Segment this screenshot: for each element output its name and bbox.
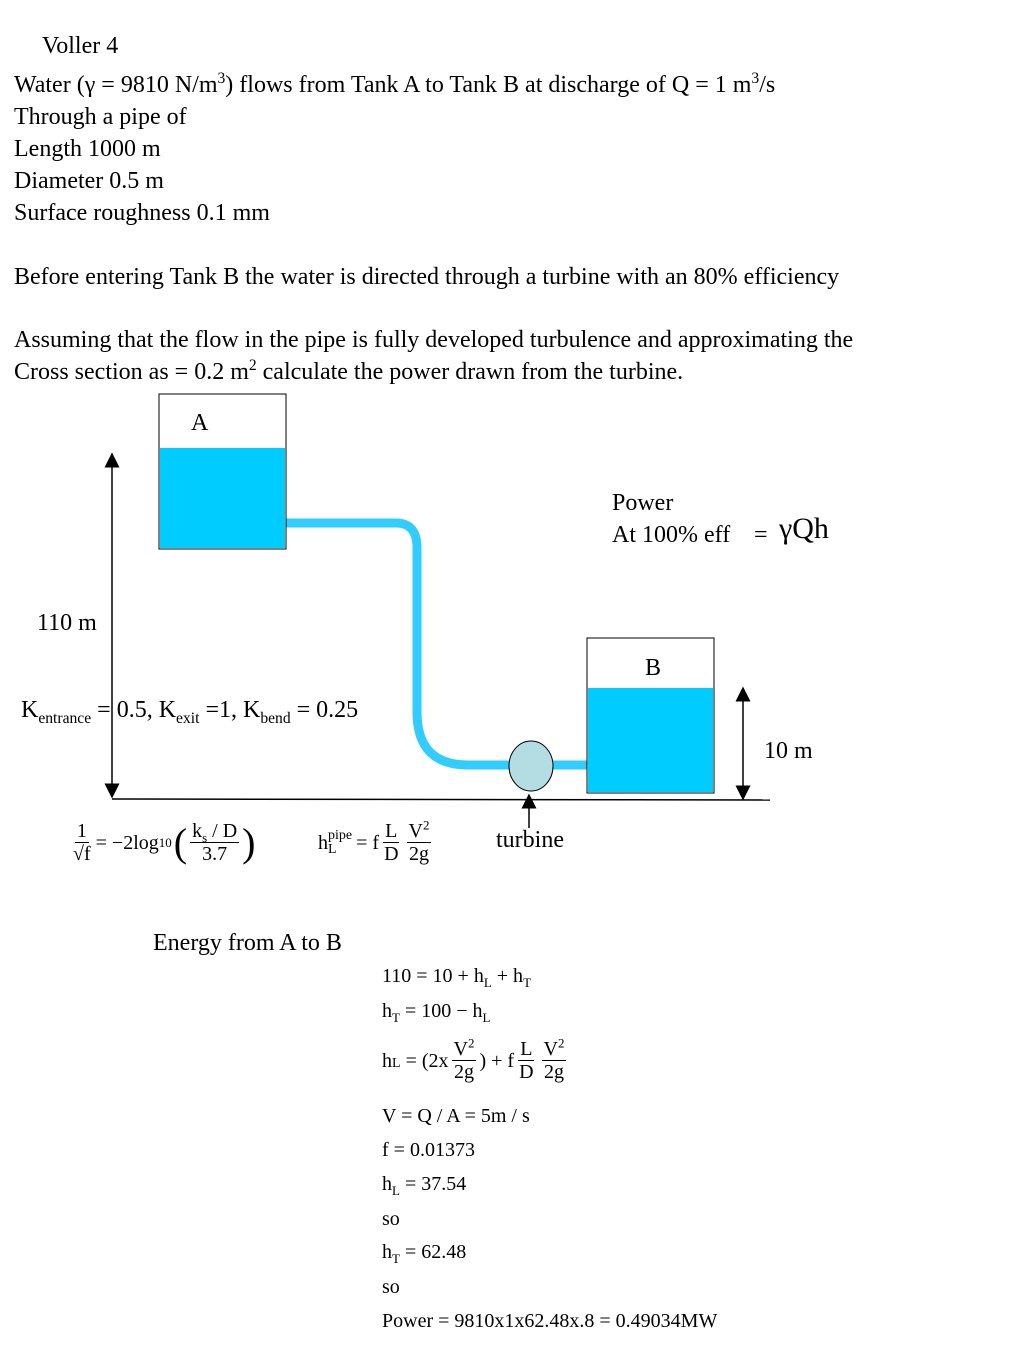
eq3-frac-1-num bbox=[452, 1035, 477, 1061]
power-equals: = bbox=[754, 522, 768, 548]
eq8-sub: T bbox=[392, 1251, 400, 1266]
eq3-frac-3-num bbox=[542, 1035, 567, 1061]
solution-eq-2 bbox=[382, 999, 490, 1023]
problem-line-6: Before entering Tank B the water is directed through a turbine with an 80% efficiency bbox=[14, 264, 840, 290]
eq3-frac-2-den: D bbox=[519, 1061, 534, 1083]
solution-eq-9: so bbox=[382, 1276, 400, 1298]
eq3-frac-1-den: 2g bbox=[453, 1061, 474, 1083]
height-a-label: 110 m bbox=[37, 610, 97, 636]
eq3-frac-3 bbox=[542, 1035, 567, 1083]
solution-eq-10: Power = 9810x1x62.48x.8 = 0.49034MW bbox=[382, 1310, 718, 1332]
hl-v-sup: 2 bbox=[422, 817, 430, 833]
solution-eq-8 bbox=[382, 1240, 466, 1264]
problem-line-1-a: Water (γ = 9810 N/m bbox=[14, 72, 218, 98]
hl-symbol: h bbox=[318, 831, 328, 854]
problem-line-8-b: calculate the power drawn from the turbine. bbox=[256, 359, 684, 385]
eq3-frac-1 bbox=[452, 1035, 477, 1083]
ks-rest: / D bbox=[207, 820, 238, 842]
eq1-sub1: L bbox=[483, 975, 492, 990]
hl-frac-ld bbox=[382, 820, 400, 865]
solution-eq-1 bbox=[382, 964, 531, 988]
eq3-v1: V bbox=[453, 1038, 468, 1060]
eq3-frac-2 bbox=[517, 1038, 535, 1083]
eq2-a: h bbox=[382, 1000, 392, 1022]
hl-frac-ld-den: D bbox=[384, 843, 399, 865]
hl-sub: L bbox=[328, 841, 337, 857]
solution-heading: Energy from A to B bbox=[153, 930, 342, 956]
hl-equals: = f bbox=[356, 831, 380, 854]
colebrook-inner-den: 3.7 bbox=[202, 843, 228, 865]
eq3-b: = (2x bbox=[400, 1049, 449, 1072]
solution-eq-4: V = Q / A = 5m / s bbox=[382, 1105, 530, 1127]
hl-scripts bbox=[328, 829, 352, 857]
k-entrance-symbol: K bbox=[21, 697, 39, 723]
solution-eq-3 bbox=[382, 1035, 569, 1083]
problem-line-2: Through a pipe of bbox=[14, 104, 187, 130]
hl-frac-v2 bbox=[407, 817, 432, 865]
eq2-sub1: T bbox=[392, 1010, 400, 1025]
eq2-sub2: L bbox=[482, 1010, 491, 1025]
ks-sub: s bbox=[202, 830, 208, 845]
eq1-a: 110 = 10 + h bbox=[382, 965, 484, 987]
problem-line-3: Length 1000 m bbox=[14, 136, 161, 162]
tank-a-label: A bbox=[191, 410, 209, 436]
eq3-v1-sup: 2 bbox=[467, 1035, 475, 1051]
problem-line-1-sup2: 3 bbox=[751, 70, 760, 87]
colebrook-inner-num bbox=[190, 820, 239, 843]
eq3-c: ) + f bbox=[479, 1049, 515, 1072]
eq6-a: h bbox=[382, 1173, 392, 1195]
problem-line-8-sup: 2 bbox=[248, 357, 257, 374]
problem-line-1-c: /s bbox=[759, 72, 776, 98]
eq3-a: h bbox=[382, 1049, 392, 1072]
k-exit-sub: exit bbox=[176, 709, 200, 727]
k-bend-symbol: K bbox=[242, 697, 261, 723]
hl-sup: pipe bbox=[328, 827, 353, 843]
tank-b-label: B bbox=[645, 655, 662, 681]
colebrook-lhs-num: 1 bbox=[76, 820, 87, 842]
power-formula: γQh bbox=[779, 512, 829, 545]
hl-v-symbol: V bbox=[408, 820, 423, 842]
problem-line-5: Surface roughness 0.1 mm bbox=[14, 200, 270, 226]
eq3-frac-2-num: L bbox=[520, 1038, 533, 1060]
hl-frac-v2-den: 2g bbox=[408, 843, 429, 865]
head-loss-formula bbox=[318, 817, 434, 865]
power-line-1: Power bbox=[612, 490, 674, 516]
problem-line-7: Assuming that the flow in the pipe is fully developed turbulence and approximating the bbox=[14, 327, 854, 353]
solution-eq-7: so bbox=[382, 1208, 400, 1230]
eq8-b: = 62.48 bbox=[399, 1241, 467, 1263]
k-exit-symbol: K bbox=[158, 697, 177, 723]
power-line-2: At 100% eff bbox=[612, 522, 731, 548]
problem-line-1-sup1: 3 bbox=[217, 70, 226, 87]
eq8-a: h bbox=[382, 1241, 392, 1263]
hl-frac-v2-num bbox=[407, 817, 432, 843]
eq1-mid: + h bbox=[491, 965, 524, 987]
k-exit-value: =1, bbox=[199, 697, 243, 723]
k-bend-value: = 0.25 bbox=[290, 697, 359, 723]
right-paren: ) bbox=[242, 819, 256, 865]
eq2-b: = 100 − h bbox=[399, 1000, 483, 1022]
solution-eq-5: f = 0.01373 bbox=[382, 1139, 475, 1161]
colebrook-lhs-den: √f bbox=[73, 843, 91, 865]
eq6-b: = 37.54 bbox=[399, 1173, 467, 1195]
eq1-sub2: T bbox=[523, 975, 532, 990]
hl-frac-ld-num: L bbox=[385, 820, 398, 842]
k-entrance-sub: entrance bbox=[38, 709, 92, 727]
problem-line-1-b: ) flows from Tank A to Tank B at discharge of Q = 1 m bbox=[225, 72, 752, 98]
datum-line bbox=[112, 799, 770, 800]
problem-line-8-a: Cross section as = 0.2 m bbox=[14, 359, 249, 385]
colebrook-formula: $\frac{1}{√f}$ = −2log 10 ( $\frac{k_s / D}{3.7}$ ) bbox=[73, 819, 256, 865]
turbine-label: turbine bbox=[496, 827, 564, 853]
colebrook-lhs bbox=[71, 820, 93, 865]
eq6-sub: L bbox=[392, 1183, 400, 1198]
colebrook-inner-frac bbox=[190, 820, 239, 865]
left-paren: ( bbox=[173, 819, 188, 865]
height-b-label: 10 m bbox=[764, 738, 813, 764]
eq3-v2: V bbox=[543, 1038, 558, 1060]
colebrook-rhs: = −2log bbox=[95, 831, 159, 854]
turbine bbox=[509, 741, 553, 791]
tank-b-water bbox=[588, 688, 713, 792]
k-values bbox=[21, 696, 359, 727]
eq3-frac-3-den: 2g bbox=[544, 1061, 564, 1083]
k-bend-sub: bend bbox=[260, 709, 291, 727]
eq3-v2-sup: 2 bbox=[557, 1035, 565, 1051]
k-entrance-value: = 0.5, bbox=[91, 697, 159, 723]
pipe bbox=[286, 523, 510, 765]
solution-eq-6 bbox=[382, 1172, 466, 1196]
ks-symbol: k bbox=[192, 820, 203, 842]
page-title: Voller 4 bbox=[42, 33, 119, 59]
tank-a-water bbox=[160, 448, 285, 548]
eq3-sub: L bbox=[392, 1056, 401, 1071]
problem-line-4: Diameter 0.5 m bbox=[14, 168, 164, 194]
